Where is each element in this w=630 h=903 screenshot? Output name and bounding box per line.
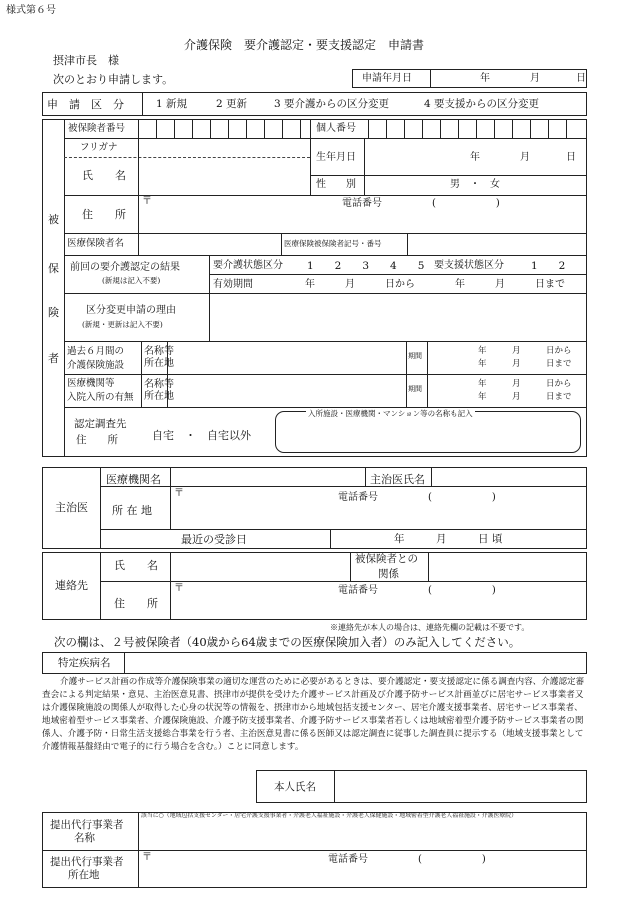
last-visit-date: 年 月 日 頃 <box>394 533 503 545</box>
insured-side-label: 者 <box>48 352 59 365</box>
application-day: 日 <box>576 73 586 84</box>
doctor-location-label: 所 在 地 <box>112 504 152 517</box>
name-loc-label: 所在地 <box>144 391 174 402</box>
phone-label: 電話番号 <box>338 492 378 503</box>
phone-label: 電話番号 <box>328 854 368 865</box>
doctor-name-label: 主治医氏名 <box>370 473 425 486</box>
insured-side-label: 険 <box>48 306 59 319</box>
term-label: 期間 <box>408 352 422 360</box>
insured-number-label: 被保険者番号 <box>68 123 126 134</box>
form-number: 様式第６号 <box>6 5 56 16</box>
agent-name-label: 提出代行事業者 <box>50 819 124 831</box>
valid-period-label: 有効期間 <box>213 279 253 290</box>
furigana-label: フリガナ <box>80 142 118 153</box>
facility-past-label: 介護保険施設 <box>67 360 125 371</box>
application-date-label: 申請年月日 <box>362 73 412 84</box>
survey-note: 入所施設・医療機関・マンション等の名称も記入 <box>308 409 473 418</box>
period-from: 年 月 日から <box>305 279 415 290</box>
phone-paren: ( ) <box>428 492 496 503</box>
phone-paren: ( ) <box>432 198 500 209</box>
contact-name-label: 氏 名 <box>114 559 158 572</box>
disease-label: 特定疾病名 <box>58 657 111 669</box>
sex-options[interactable]: 男 ・ 女 <box>450 179 500 190</box>
name-loc-label: 名称等 <box>144 346 174 357</box>
phone-paren: ( ) <box>428 585 496 596</box>
support-level-label: 要支援状態区分 <box>434 260 504 271</box>
term-to: 年 月 日まで <box>478 392 572 402</box>
survey-dest-label: 住 所 <box>76 434 118 446</box>
postal-mark: 〒 <box>142 196 152 207</box>
last-visit-label: 最近の受診日 <box>181 533 247 546</box>
agent-name-label: 名称 <box>74 832 95 844</box>
contact-side-label: 連絡先 <box>55 579 88 592</box>
phone-label: 電話番号 <box>342 198 382 209</box>
care-levels[interactable]: 1 2 3 4 5 <box>307 260 425 272</box>
phone-paren: ( ) <box>418 854 486 865</box>
signature-label: 本人氏名 <box>274 781 316 793</box>
personal-number-label: 個人番号 <box>316 123 356 134</box>
consent-text: 介護サービス計画の作成等介護保険事業の適切な運営のために必要があるときは、要介護認定・要支援認定に係る調査内容、介護認定審査会による判定結果・意見、主治医意見書、摂津市が提供を受けた介護サービス計画及び介護予防サービス計画並びに居宅サービス事業者又は介護保険施設の関係人が取得した心身の状況等の情報を、摂津市から地域包括支援センター、居宅介護支援事業者、居宅サービス事業者、地域密着型サービス事業者、介護保険施設、介護予防支援事業者、介護予防サービス事業者若しくは地域密着型介護予防サービス事業者の関係人、介護予防・日常生活支援総合事業を行う者、主治医意見書に係る医師又は認定調査に従事した調査員に提示する（地域支援事業として介護情報基盤経由で電子的に行う場合を含む。）ことに同意します。 <box>42 677 585 752</box>
birth-year: 年 <box>470 152 480 163</box>
hospital-label: 医療機関等 <box>67 378 115 389</box>
term-label: 期間 <box>408 385 422 393</box>
application-type-option[interactable]: 3 要介護からの区分変更 <box>274 98 390 110</box>
application-type-option[interactable]: 4 要支援からの区分変更 <box>424 98 540 110</box>
address-label: 住 所 <box>82 208 126 221</box>
second-insured-note: 次の欄は、２号被保険者（40歳から64歳までの医療保険加入者）のみ記入してください。 <box>54 635 521 649</box>
name-loc-label: 名称等 <box>144 379 174 390</box>
application-type-option[interactable]: 2 更新 <box>216 98 248 110</box>
med-insured-no-label: 医療保険被保険者記号・番号 <box>284 239 382 248</box>
facility-past-label: 過去６月間の <box>67 346 125 357</box>
prev-result-label: 前回の要介護認定の結果 <box>70 262 180 273</box>
survey-options[interactable]: 自宅 ・ 自宅以外 <box>152 429 251 442</box>
intro-text: 次のとおり申請します。 <box>53 73 174 86</box>
sex-label: 性 別 <box>316 179 356 190</box>
institution-label: 医療機関名 <box>106 473 161 486</box>
name-loc-label: 所在地 <box>144 358 174 369</box>
med-insurer-label: 医療保険者名 <box>67 238 125 249</box>
survey-dest-label: 認定調査先 <box>74 418 127 430</box>
term-from: 年 月 日から <box>478 346 572 356</box>
period-to: 年 月 日まで <box>455 279 565 290</box>
postal-mark: 〒 <box>174 488 184 499</box>
postal-mark: 〒 <box>142 852 152 863</box>
application-type-label: 申 請 区 分 <box>47 98 124 111</box>
insured-side-label: 被 <box>48 213 59 226</box>
name-label: 氏 名 <box>82 169 126 182</box>
hospital-label: 入院入所の有無 <box>67 392 134 403</box>
term-from: 年 月 日から <box>478 379 572 389</box>
postal-mark: 〒 <box>174 583 184 594</box>
addressee: 摂津市長 様 <box>53 54 119 67</box>
prev-result-note: (新規は記入不要) <box>102 276 161 285</box>
application-year: 年 <box>480 73 490 84</box>
birth-label: 生年月日 <box>316 152 356 163</box>
relation-label: 被保険者との <box>355 553 418 565</box>
insured-side-label: 保 <box>48 262 59 275</box>
birth-month: 月 <box>520 152 530 163</box>
term-to: 年 月 日まで <box>478 359 572 369</box>
application-type-option[interactable]: 1 新規 <box>156 98 188 110</box>
agent-address-label: 提出代行事業者 <box>50 856 124 868</box>
page-title: 介護保険 要介護認定・要支援認定 申請書 <box>184 38 425 52</box>
care-level-label: 要介護状態区分 <box>213 260 283 271</box>
contact-note: ※連絡先が本人の場合は、連絡先欄の記載は不要です。 <box>330 623 530 632</box>
change-reason-label: 区分変更申請の理由 <box>86 305 176 316</box>
contact-address-label: 住 所 <box>114 597 158 610</box>
relation-label: 関係 <box>378 568 399 580</box>
agent-type-note[interactable]: 該当に○（地域包括支援センター・居宅介護支援事業者・介護老人福祉施設・介護老人保健施設・地域密着型介護老人福祉施設・介護医療院） <box>141 813 518 819</box>
phone-label: 電話番号 <box>338 585 378 596</box>
agent-address-label: 所在地 <box>68 869 100 881</box>
application-month: 月 <box>530 73 540 84</box>
change-reason-note: (新規・更新は記入不要) <box>82 320 163 329</box>
doctor-side-label: 主治医 <box>55 501 88 514</box>
support-levels[interactable]: 1 2 <box>531 260 566 272</box>
birth-day: 日 <box>566 152 576 163</box>
